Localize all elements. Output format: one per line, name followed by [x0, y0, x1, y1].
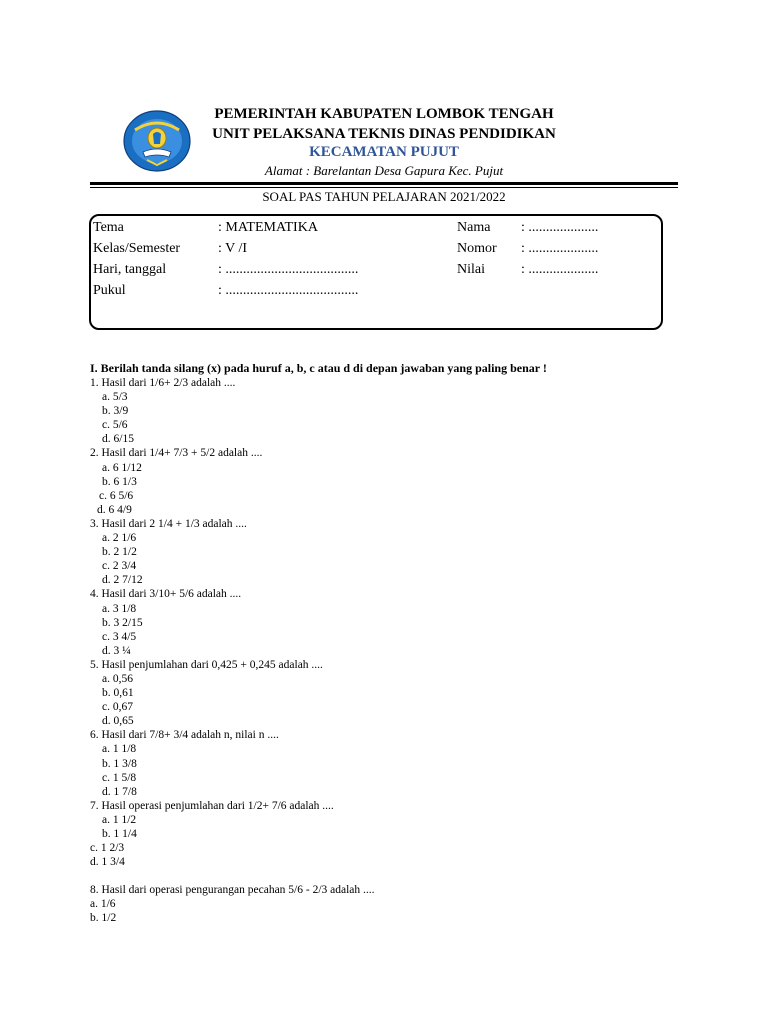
question-text: 8. Hasil dari operasi pengurangan pecahan 5/6 - 2/3 adalah ....	[90, 884, 375, 897]
nomor-field: : ....................	[521, 241, 599, 256]
question-text: 5. Hasil penjumlahan dari 0,425 + 0,245 adalah ....	[90, 658, 323, 671]
pukul-field: : ......................................	[218, 283, 359, 298]
answer-option: d. 1 3/4	[90, 856, 125, 869]
nama-field: : ....................	[521, 220, 599, 235]
question-text: 6. Hasil dari 7/8+ 3/4 adalah n, nilai n ....	[90, 729, 279, 742]
question-text: 4. Hasil dari 3/10+ 5/6 adalah ....	[90, 588, 242, 601]
kelas-value: : V /I	[218, 241, 248, 256]
answer-option: d. 1 7/8	[102, 785, 137, 798]
answer-option: c. 2 3/4	[102, 560, 137, 573]
answer-option: a. 1 1/8	[102, 743, 137, 756]
hari-field: : ......................................	[218, 262, 359, 277]
header-address: Alamat : Barelantan Desa Gapura Kec. Pujut	[264, 163, 504, 178]
answer-option: a. 2 1/6	[102, 532, 137, 545]
answer-option: a. 0,56	[102, 672, 133, 685]
header-district-name: KECAMATAN PUJUT	[309, 144, 459, 160]
answer-option: c. 6 5/6	[99, 489, 134, 502]
answer-option: c. 0,67	[102, 701, 133, 714]
answer-option: b. 1 1/4	[102, 828, 137, 840]
answer-option: c. 3 4/5	[102, 630, 137, 643]
pukul-label: Pukul	[93, 283, 126, 298]
answer-option: c. 5/6	[102, 419, 128, 432]
answer-option: d. 0,65	[102, 715, 134, 728]
header-unit-name: UNIT PELAKSANA TEKNIS DINAS PENDIDIKAN	[212, 126, 556, 142]
question-text: 3. Hasil dari 2 1/4 + 1/3 adalah ....	[90, 517, 247, 530]
answer-option: d. 6/15	[102, 433, 134, 446]
answer-option: b. 2 1/2	[102, 546, 137, 559]
answer-option: b. 1/2	[90, 912, 117, 925]
answer-option: a. 3 1/8	[102, 602, 137, 615]
nilai-field: : ....................	[521, 262, 599, 277]
answer-option: c. 1 2/3	[90, 842, 125, 855]
tut-wuri-handayani-logo-icon	[123, 110, 191, 172]
answer-option: b. 0,61	[102, 687, 134, 700]
question-text: 7. Hasil operasi penjumlahan dari 1/2+ 7/6 adalah ....	[90, 799, 334, 812]
answer-option: b. 6 1/3	[102, 475, 137, 488]
answer-option: d. 3 ¼	[102, 644, 131, 657]
hari-label: Hari, tanggal	[93, 262, 167, 277]
answer-option: a. 6 1/12	[102, 461, 142, 474]
header-divider-thin	[90, 187, 678, 188]
answer-option: d. 6 4/9	[97, 503, 132, 516]
answer-option: a. 5/3	[102, 391, 128, 404]
nomor-label: Nomor	[457, 241, 497, 256]
answer-option: b. 1 3/8	[102, 757, 137, 770]
exam-title: SOAL PAS TAHUN PELAJARAN 2021/2022	[262, 189, 506, 204]
answer-option: c. 1 5/8	[102, 771, 137, 784]
tema-value: : MATEMATIKA	[218, 220, 318, 235]
answer-option: a. 1/6	[90, 898, 116, 911]
blank-line	[90, 869, 690, 883]
question-list	[90, 376, 690, 926]
question-text: 2. Hasil dari 1/4+ 7/3 + 5/2 adalah ....	[90, 447, 263, 460]
section-instruction: I. Berilah tanda silang (x) pada huruf a, b, c atau d di depan jawaban yang paling benar !	[90, 361, 547, 375]
kelas-label: Kelas/Semester	[93, 241, 181, 256]
question-text: 1. Hasil dari 1/6+ 2/3 adalah ....	[90, 377, 236, 389]
header-divider-thick	[90, 182, 678, 185]
nama-label: Nama	[457, 220, 491, 235]
answer-option: b. 3/9	[102, 405, 129, 418]
answer-option: d. 2 7/12	[102, 574, 143, 587]
nilai-label: Nilai	[457, 262, 485, 277]
answer-option: b. 3 2/15	[102, 616, 143, 629]
tema-label: Tema	[93, 220, 124, 235]
header-government-name: PEMERINTAH KABUPATEN LOMBOK TENGAH	[214, 106, 554, 122]
answer-option: a. 1 1/2	[102, 813, 137, 826]
student-info-box	[89, 214, 663, 330]
